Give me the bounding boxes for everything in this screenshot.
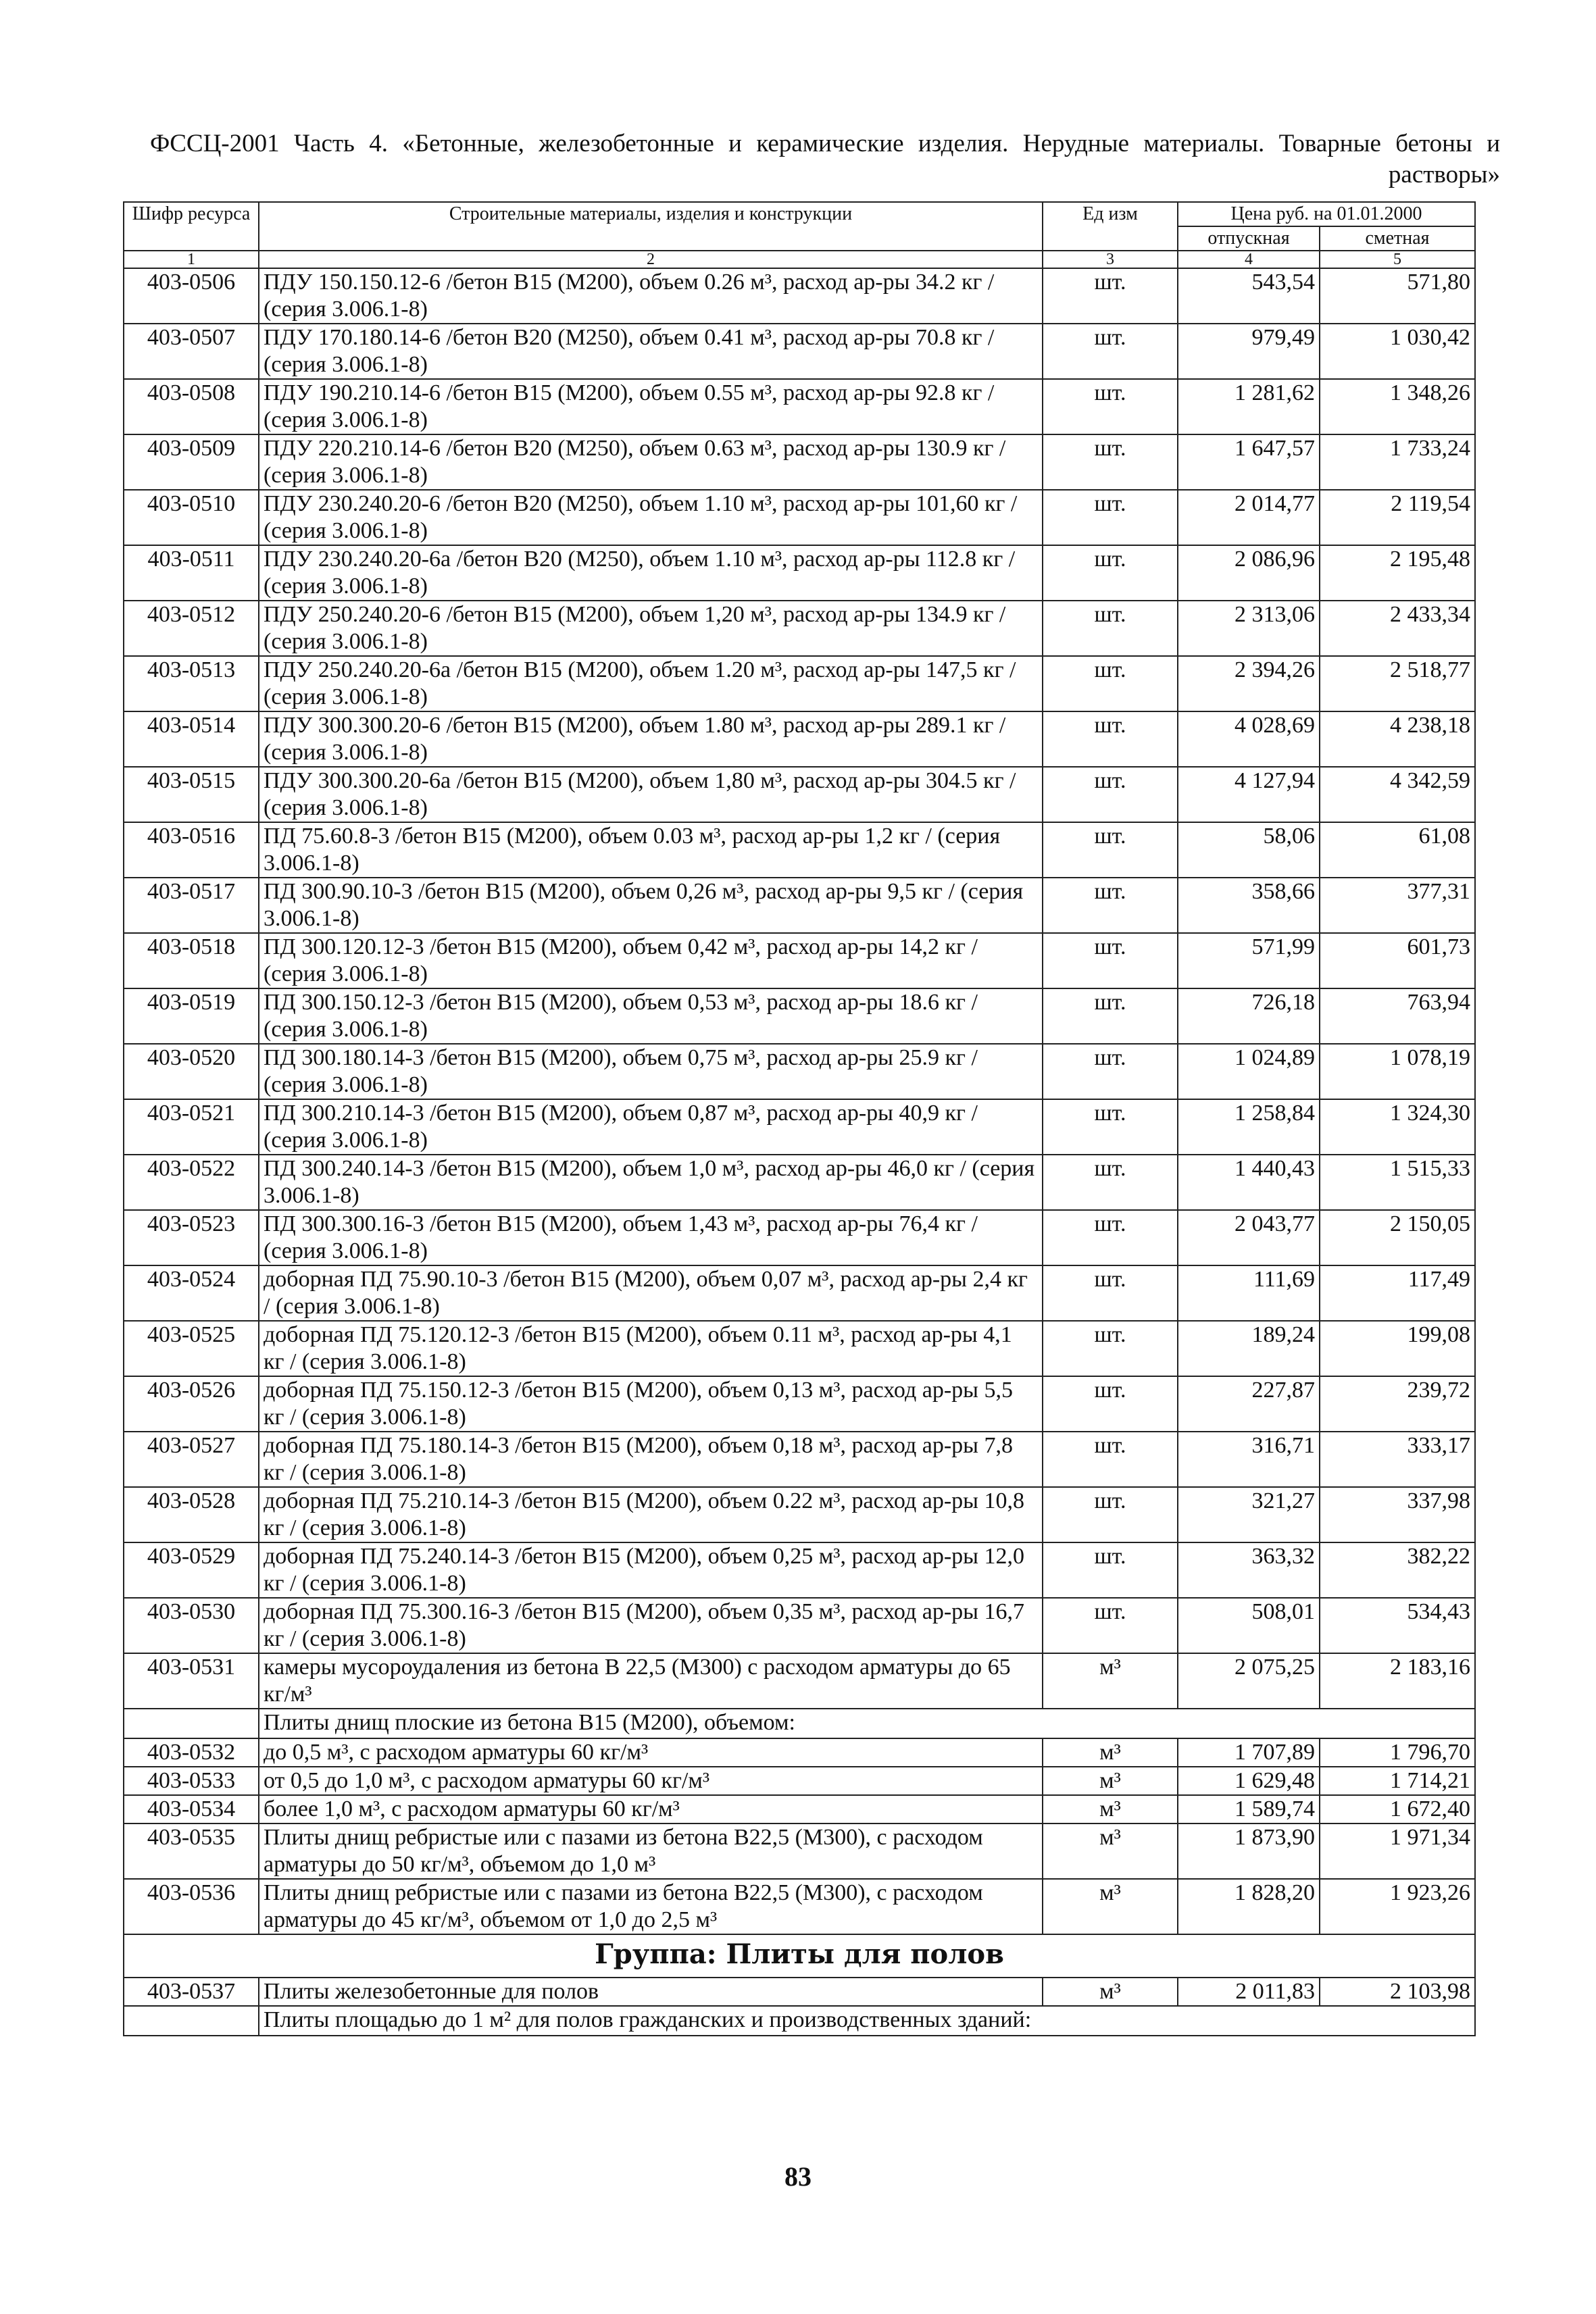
table-row xyxy=(124,1795,1475,1823)
resource-unit: шт. xyxy=(1043,490,1178,545)
resource-name: ПД 300.90.10-3 /бетон В15 (М200), объем 0,26 м³, расход ар-ры 9,5 кг / (серия 3.006.1-8) xyxy=(259,878,1043,933)
price-estimate: 1 971,34 xyxy=(1320,1823,1475,1879)
table-row xyxy=(124,268,1475,324)
resource-unit: шт. xyxy=(1043,545,1178,601)
resource-unit: м³ xyxy=(1043,1795,1178,1823)
resource-name: ПДУ 300.300.20-6а /бетон В15 (М200), объем 1,80 м³, расход ар-ры 304.5 кг / (серия 3.006.1-8) xyxy=(259,767,1043,822)
group-title: Группа: Плиты для полов xyxy=(124,1934,1475,1978)
resource-code: 403-0520 xyxy=(124,1044,259,1099)
resource-name: ПД 300.150.12-3 /бетон В15 (М200), объем 0,53 м³, расход ар-ры 18.6 кг / (серия 3.006.1-8) xyxy=(259,988,1043,1044)
resource-code: 403-0523 xyxy=(124,1210,259,1265)
resource-unit: шт. xyxy=(1043,1598,1178,1653)
resource-name: доборная ПД 75.90.10-3 /бетон В15 (М200), объем 0,07 м³, расход ар-ры 2,4 кг / (серия 3.006.1-8) xyxy=(259,1265,1043,1321)
column-number: 5 xyxy=(1320,251,1475,268)
resource-code: 403-0518 xyxy=(124,933,259,988)
price-release: 543,54 xyxy=(1178,268,1320,324)
resource-name: доборная ПД 75.150.12-3 /бетон В15 (М200), объем 0,13 м³, расход ар-ры 5,5 кг / (серия 3.006.1-8) xyxy=(259,1376,1043,1432)
table-row xyxy=(124,1653,1475,1709)
resource-code: 403-0525 xyxy=(124,1321,259,1376)
resource-code: 403-0527 xyxy=(124,1432,259,1487)
resource-code: 403-0517 xyxy=(124,878,259,933)
table-body-group xyxy=(124,1934,1475,2036)
resource-code: 403-0521 xyxy=(124,1099,259,1155)
price-release: 2 014,77 xyxy=(1178,490,1320,545)
table-row xyxy=(124,1598,1475,1653)
resource-unit: шт. xyxy=(1043,822,1178,878)
price-estimate: 1 672,40 xyxy=(1320,1795,1475,1823)
resource-name: доборная ПД 75.120.12-3 /бетон В15 (М200), объем 0.11 м³, расход ар-ры 4,1 кг / (серия 3.006.1-8) xyxy=(259,1321,1043,1376)
section-note: Плиты площадью до 1 м² для полов гражданских и производственных зданий: xyxy=(259,2006,1475,2036)
table-row xyxy=(124,324,1475,379)
price-estimate: 1 078,19 xyxy=(1320,1044,1475,1099)
resource-name: Плиты днищ ребристые или с пазами из бетона В22,5 (М300), с расходом арматуры до 50 кг/м³, объемом до 1,0 м³ xyxy=(259,1823,1043,1879)
price-release: 227,87 xyxy=(1178,1376,1320,1432)
resource-unit: шт. xyxy=(1043,988,1178,1044)
price-estimate: 2 195,48 xyxy=(1320,545,1475,601)
price-estimate: 1 030,42 xyxy=(1320,324,1475,379)
price-estimate: 2 433,34 xyxy=(1320,601,1475,656)
price-estimate: 1 324,30 xyxy=(1320,1099,1475,1155)
price-release: 508,01 xyxy=(1178,1598,1320,1653)
table-row xyxy=(124,988,1475,1044)
resource-name: ПДУ 190.210.14-6 /бетон В15 (М200), объем 0.55 м³, расход ар-ры 92.8 кг / (серия 3.006.1-8) xyxy=(259,379,1043,434)
group-row xyxy=(124,1934,1475,1978)
table-row xyxy=(124,1487,1475,1542)
resource-unit: шт. xyxy=(1043,601,1178,656)
resource-code: 403-0529 xyxy=(124,1542,259,1598)
section-note: Плиты днищ плоские из бетона В15 (М200), объемом: xyxy=(259,1709,1475,1738)
resource-name: ПДУ 220.210.14-6 /бетон В20 (М250), объем 0.63 м³, расход ар-ры 130.9 кг / (серия 3.006.1-8) xyxy=(259,434,1043,490)
column-number: 3 xyxy=(1043,251,1178,268)
price-release: 1 024,89 xyxy=(1178,1044,1320,1099)
resource-code: 403-0528 xyxy=(124,1487,259,1542)
price-estimate: 1 348,26 xyxy=(1320,379,1475,434)
price-release: 363,32 xyxy=(1178,1542,1320,1598)
column-number: 4 xyxy=(1178,251,1320,268)
page-number: 83 xyxy=(784,2161,812,2192)
resource-code: 403-0506 xyxy=(124,268,259,324)
resource-unit: м³ xyxy=(1043,1767,1178,1795)
price-release: 1 589,74 xyxy=(1178,1795,1320,1823)
price-release: 4 028,69 xyxy=(1178,711,1320,767)
price-release: 2 075,25 xyxy=(1178,1653,1320,1709)
table-row xyxy=(124,1823,1475,1879)
header-name: Строительные материалы, изделия и конструкции xyxy=(259,202,1043,251)
price-estimate: 571,80 xyxy=(1320,268,1475,324)
price-estimate: 333,17 xyxy=(1320,1432,1475,1487)
price-release: 4 127,94 xyxy=(1178,767,1320,822)
table-row xyxy=(124,1879,1475,1934)
resource-name: ПД 75.60.8-3 /бетон В15 (М200), объем 0.03 м³, расход ар-ры 1,2 кг / (серия 3.006.1-8) xyxy=(259,822,1043,878)
resource-name: ПД 300.180.14-3 /бетон В15 (М200), объем 0,75 м³, расход ар-ры 25.9 кг / (серия 3.006.1-8) xyxy=(259,1044,1043,1099)
resource-code: 403-0526 xyxy=(124,1376,259,1432)
header-price-estimate: сметная xyxy=(1320,226,1475,251)
column-number: 1 xyxy=(124,251,259,268)
document-header: ФССЦ-2001 Часть 4. «Бетонные, железобетонные и керамические изделия. Нерудные материалы. Товарные бетоны и растворы» xyxy=(150,130,1500,188)
resource-name: доборная ПД 75.210.14-3 /бетон В15 (М200), объем 0.22 м³, расход ар-ры 10,8 кг / (серия 3.006.1-8) xyxy=(259,1487,1043,1542)
price-release: 358,66 xyxy=(1178,878,1320,933)
resource-unit: м³ xyxy=(1043,1653,1178,1709)
resource-unit: шт. xyxy=(1043,1487,1178,1542)
table-row xyxy=(124,1978,1475,2006)
table-row xyxy=(124,1376,1475,1432)
resource-name: ПДУ 150.150.12-6 /бетон В15 (М200), объем 0.26 м³, расход ар-ры 34.2 кг / (серия 3.006.1-8) xyxy=(259,268,1043,324)
table-row xyxy=(124,1542,1475,1598)
table-row xyxy=(124,1265,1475,1321)
column-number: 2 xyxy=(259,251,1043,268)
resource-name: ПДУ 230.240.20-6 /бетон В20 (М250), объем 1.10 м³, расход ар-ры 101,60 кг / (серия 3.006.1-8) xyxy=(259,490,1043,545)
price-estimate: 763,94 xyxy=(1320,988,1475,1044)
resource-code: 403-0515 xyxy=(124,767,259,822)
price-release: 111,69 xyxy=(1178,1265,1320,1321)
resource-code: 403-0530 xyxy=(124,1598,259,1653)
resource-unit: шт. xyxy=(1043,656,1178,711)
resource-unit: шт. xyxy=(1043,1432,1178,1487)
table-row xyxy=(124,545,1475,601)
price-estimate: 1 733,24 xyxy=(1320,434,1475,490)
price-estimate: 1 515,33 xyxy=(1320,1155,1475,1210)
resource-code: 403-0513 xyxy=(124,656,259,711)
table-body-notes xyxy=(124,1709,1475,1738)
resource-code: 403-0509 xyxy=(124,434,259,490)
resource-code: 403-0531 xyxy=(124,1653,259,1709)
resource-name: от 0,5 до 1,0 м³, с расходом арматуры 60 кг/м³ xyxy=(259,1767,1043,1795)
resource-unit: шт. xyxy=(1043,1044,1178,1099)
resource-name: ПДУ 170.180.14-6 /бетон В20 (М250), объем 0.41 м³, расход ар-ры 70.8 кг / (серия 3.006.1-8) xyxy=(259,324,1043,379)
resource-name: ПД 300.300.16-3 /бетон В15 (М200), объем 1,43 м³, расход ар-ры 76,4 кг / (серия 3.006.1-8) xyxy=(259,1210,1043,1265)
price-estimate: 2 119,54 xyxy=(1320,490,1475,545)
resource-name: доборная ПД 75.300.16-3 /бетон В15 (М200), объем 0,35 м³, расход ар-ры 16,7 кг / (серия 3.006.1-8) xyxy=(259,1598,1043,1653)
table-row xyxy=(124,1738,1475,1767)
price-release: 2 394,26 xyxy=(1178,656,1320,711)
price-release: 1 873,90 xyxy=(1178,1823,1320,1879)
resource-name: ПДУ 250.240.20-6а /бетон В15 (М200), объем 1.20 м³, расход ар-ры 147,5 кг / (серия 3.006.1-8) xyxy=(259,656,1043,711)
price-estimate: 337,98 xyxy=(1320,1487,1475,1542)
price-release: 2 043,77 xyxy=(1178,1210,1320,1265)
resource-unit: шт. xyxy=(1043,711,1178,767)
price-estimate: 1 796,70 xyxy=(1320,1738,1475,1767)
price-estimate: 382,22 xyxy=(1320,1542,1475,1598)
price-estimate: 117,49 xyxy=(1320,1265,1475,1321)
table-row xyxy=(124,767,1475,822)
price-release: 1 629,48 xyxy=(1178,1767,1320,1795)
price-estimate: 2 103,98 xyxy=(1320,1978,1475,2006)
resource-unit: м³ xyxy=(1043,1823,1178,1879)
resource-code: 403-0514 xyxy=(124,711,259,767)
price-release: 571,99 xyxy=(1178,933,1320,988)
price-release: 2 011,83 xyxy=(1178,1978,1320,2006)
resource-unit: шт. xyxy=(1043,767,1178,822)
header-code: Шифр ресурса xyxy=(124,202,259,251)
resource-unit: шт. xyxy=(1043,1321,1178,1376)
resource-name: доборная ПД 75.180.14-3 /бетон В15 (М200), объем 0,18 м³, расход ар-ры 7,8 кг / (серия 3.006.1-8) xyxy=(259,1432,1043,1487)
resource-unit: м³ xyxy=(1043,1879,1178,1934)
resource-name: ПД 300.240.14-3 /бетон В15 (М200), объем 1,0 м³, расход ар-ры 46,0 кг / (серия 3.006.1-8) xyxy=(259,1155,1043,1210)
header-price-release: отпускная xyxy=(1178,226,1320,251)
resource-unit: шт. xyxy=(1043,1210,1178,1265)
resource-unit: м³ xyxy=(1043,1978,1178,2006)
resource-code: 403-0508 xyxy=(124,379,259,434)
price-release: 189,24 xyxy=(1178,1321,1320,1376)
resource-name: ПД 300.210.14-3 /бетон В15 (М200), объем 0,87 м³, расход ар-ры 40,9 кг / (серия 3.006.1-8) xyxy=(259,1099,1043,1155)
resource-name: ПДУ 250.240.20-6 /бетон В15 (М200), объем 1,20 м³, расход ар-ры 134.9 кг / (серия 3.006.1-8) xyxy=(259,601,1043,656)
table-row xyxy=(124,1210,1475,1265)
price-estimate: 199,08 xyxy=(1320,1321,1475,1376)
price-release: 1 707,89 xyxy=(1178,1738,1320,1767)
table-row xyxy=(124,711,1475,767)
price-estimate: 4 238,18 xyxy=(1320,711,1475,767)
resource-code: 403-0511 xyxy=(124,545,259,601)
section-note-row xyxy=(124,1709,1475,1738)
table-row xyxy=(124,933,1475,988)
table-row xyxy=(124,1099,1475,1155)
resource-unit: шт. xyxy=(1043,324,1178,379)
resource-unit: шт. xyxy=(1043,1376,1178,1432)
table-body-flat xyxy=(124,1738,1475,1823)
resource-code: 403-0510 xyxy=(124,490,259,545)
resource-name: камеры мусороудаления из бетона В 22,5 (М300) с расходом арматуры до 65 кг/м³ xyxy=(259,1653,1043,1709)
resource-code: 403-0536 xyxy=(124,1879,259,1934)
resource-unit: шт. xyxy=(1043,268,1178,324)
resource-code: 403-0512 xyxy=(124,601,259,656)
resource-code: 403-0516 xyxy=(124,822,259,878)
resource-unit: м³ xyxy=(1043,1738,1178,1767)
resource-code: 403-0519 xyxy=(124,988,259,1044)
table-row xyxy=(124,601,1475,656)
table-row xyxy=(124,490,1475,545)
table-body-ribbed xyxy=(124,1823,1475,1934)
price-estimate: 377,31 xyxy=(1320,878,1475,933)
header-unit: Ед изм xyxy=(1043,202,1178,251)
resource-name: более 1,0 м³, с расходом арматуры 60 кг/м³ xyxy=(259,1795,1043,1823)
resource-name: доборная ПД 75.240.14-3 /бетон В15 (М200), объем 0,25 м³, расход ар-ры 12,0 кг / (серия 3.006.1-8) xyxy=(259,1542,1043,1598)
resource-name: Плиты железобетонные для полов xyxy=(259,1978,1043,2006)
price-release: 1 281,62 xyxy=(1178,379,1320,434)
resource-code: 403-0522 xyxy=(124,1155,259,1210)
price-release: 726,18 xyxy=(1178,988,1320,1044)
table-row xyxy=(124,656,1475,711)
header-price-group: Цена руб. на 01.01.2000 xyxy=(1178,202,1475,226)
price-release: 2 086,96 xyxy=(1178,545,1320,601)
price-release: 1 828,20 xyxy=(1178,1879,1320,1934)
price-release: 1 258,84 xyxy=(1178,1099,1320,1155)
resource-code: 403-0535 xyxy=(124,1823,259,1879)
price-estimate: 61,08 xyxy=(1320,822,1475,878)
price-estimate: 1 923,26 xyxy=(1320,1879,1475,1934)
resource-name: ПДУ 300.300.20-6 /бетон В15 (М200), объем 1.80 м³, расход ар-ры 289.1 кг / (серия 3.006.1-8) xyxy=(259,711,1043,767)
price-release: 2 313,06 xyxy=(1178,601,1320,656)
price-table xyxy=(123,201,1476,2036)
resource-code: 403-0534 xyxy=(124,1795,259,1823)
price-estimate: 1 714,21 xyxy=(1320,1767,1475,1795)
resource-name: ПД 300.120.12-3 /бетон В15 (М200), объем 0,42 м³, расход ар-ры 14,2 кг / (серия 3.006.1-8) xyxy=(259,933,1043,988)
resource-unit: шт. xyxy=(1043,379,1178,434)
resource-unit: шт. xyxy=(1043,933,1178,988)
price-estimate: 4 342,59 xyxy=(1320,767,1475,822)
price-estimate: 534,43 xyxy=(1320,1598,1475,1653)
table-row xyxy=(124,1155,1475,1210)
resource-unit: шт. xyxy=(1043,878,1178,933)
price-release: 1 647,57 xyxy=(1178,434,1320,490)
table-row xyxy=(124,1767,1475,1795)
price-estimate: 2 183,16 xyxy=(1320,1653,1475,1709)
resource-name: ПДУ 230.240.20-6а /бетон В20 (М250), объем 1.10 м³, расход ар-ры 112.8 кг / (серия 3.006.1-8) xyxy=(259,545,1043,601)
resource-code: 403-0507 xyxy=(124,324,259,379)
resource-name: Плиты днищ ребристые или с пазами из бетона В22,5 (М300), с расходом арматуры до 45 кг/м³, объемом от 1,0 до 2,5 м³ xyxy=(259,1879,1043,1934)
table-row xyxy=(124,1321,1475,1376)
section-note-row xyxy=(124,2006,1475,2036)
price-estimate: 2 518,77 xyxy=(1320,656,1475,711)
resource-unit: шт. xyxy=(1043,1099,1178,1155)
resource-code: 403-0537 xyxy=(124,1978,259,2006)
resource-unit: шт. xyxy=(1043,1542,1178,1598)
price-estimate: 239,72 xyxy=(1320,1376,1475,1432)
resource-unit: шт. xyxy=(1043,1155,1178,1210)
price-release: 58,06 xyxy=(1178,822,1320,878)
resource-unit: шт. xyxy=(1043,434,1178,490)
resource-code: 403-0532 xyxy=(124,1738,259,1767)
resource-code: 403-0533 xyxy=(124,1767,259,1795)
resource-unit: шт. xyxy=(1043,1265,1178,1321)
price-estimate: 601,73 xyxy=(1320,933,1475,988)
table-body-main xyxy=(124,268,1475,1709)
price-release: 1 440,43 xyxy=(1178,1155,1320,1210)
table-row xyxy=(124,1432,1475,1487)
table-row xyxy=(124,878,1475,933)
table-row xyxy=(124,822,1475,878)
table-row xyxy=(124,434,1475,490)
price-estimate: 2 150,05 xyxy=(1320,1210,1475,1265)
resource-name: до 0,5 м³, с расходом арматуры 60 кг/м³ xyxy=(259,1738,1043,1767)
resource-code: 403-0524 xyxy=(124,1265,259,1321)
table-row xyxy=(124,1044,1475,1099)
price-release: 316,71 xyxy=(1178,1432,1320,1487)
table-row xyxy=(124,379,1475,434)
price-release: 979,49 xyxy=(1178,324,1320,379)
price-release: 321,27 xyxy=(1178,1487,1320,1542)
